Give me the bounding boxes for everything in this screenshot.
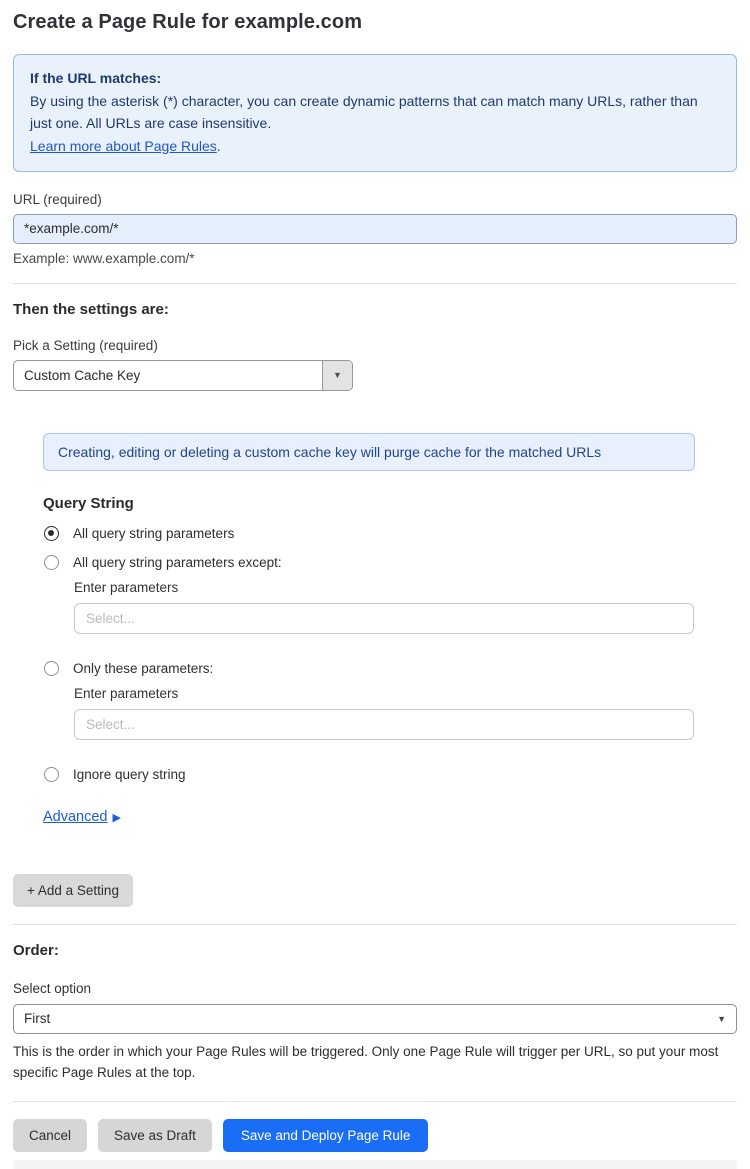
purge-cache-notice: Creating, editing or deleting a custom cache key will purge cache for the matched URLs (43, 433, 695, 471)
info-box-body: By using the asterisk (*) character, you can create dynamic patterns that can match many URLs, rather than just one. All URLs are case insensitive. (30, 92, 698, 132)
enter-parameters-label: Enter parameters (74, 685, 179, 701)
page-title: Create a Page Rule for example.com (13, 11, 363, 33)
enter-parameters-label: Enter parameters (74, 579, 179, 595)
divider (13, 924, 737, 925)
radio-label: Only these parameters: (73, 660, 214, 676)
divider (13, 283, 737, 284)
learn-more-link[interactable]: Learn more about Page Rules (30, 138, 217, 155)
chevron-down-icon: ▼ (717, 1013, 726, 1024)
link-period: . (216, 138, 221, 155)
url-example-text: Example: www.example.com/* (13, 250, 195, 266)
setting-dropdown[interactable] (13, 360, 353, 391)
advanced-link[interactable]: Advanced (43, 808, 108, 825)
save-deploy-button[interactable]: Save and Deploy Page Rule (223, 1119, 429, 1152)
only-parameters-input[interactable] (74, 709, 694, 740)
except-parameters-input[interactable] (74, 603, 694, 634)
except-params-group (74, 580, 737, 634)
order-help-text: This is the order in which your Page Rules will be triggered. Only one Page Rule will trigger per URL, so put your most specific Page Rules at the top. (13, 1043, 719, 1081)
advanced-row (43, 782, 737, 825)
info-box-link-row (30, 135, 720, 158)
query-string-section (43, 495, 737, 825)
save-draft-button[interactable]: Save as Draft (98, 1119, 212, 1152)
radio-button-icon[interactable] (44, 661, 59, 676)
order-select-label: Select option (13, 980, 92, 996)
pick-setting-label: Pick a Setting (required) (13, 337, 158, 353)
settings-heading: Then the settings are: (13, 300, 169, 318)
radio-button-icon[interactable] (44, 555, 59, 570)
order-dropdown-value: First (24, 1011, 51, 1027)
divider (13, 1101, 737, 1102)
caret-right-icon: ▶ (112, 811, 121, 824)
setting-dropdown-button[interactable] (322, 361, 352, 390)
chevron-down-icon: ▼ (333, 370, 342, 381)
radio-label: All query string parameters except: (73, 554, 282, 570)
radio-option-all-except[interactable] (43, 555, 737, 570)
query-string-heading: Query String (43, 494, 134, 512)
order-dropdown[interactable] (13, 1004, 737, 1034)
url-field-label: URL (required) (13, 191, 102, 207)
radio-button-icon[interactable] (44, 767, 59, 782)
radio-label: All query string parameters (73, 525, 235, 541)
radio-option-ignore-query[interactable] (43, 767, 737, 782)
info-box-heading: If the URL matches: (30, 70, 162, 86)
url-input[interactable] (13, 214, 737, 244)
footer-actions (13, 1119, 737, 1152)
add-setting-button[interactable]: + Add a Setting (13, 874, 133, 907)
radio-option-all-params[interactable] (43, 526, 737, 541)
radio-label: Ignore query string (73, 766, 186, 782)
order-heading: Order: (13, 941, 59, 959)
bottom-strip (13, 1160, 737, 1169)
url-match-info-box (13, 54, 737, 172)
only-params-group (74, 686, 737, 740)
radio-option-only-these[interactable] (43, 661, 737, 676)
radio-button-checked-icon[interactable] (44, 526, 59, 541)
cancel-button[interactable]: Cancel (13, 1119, 87, 1152)
setting-dropdown-value: Custom Cache Key (24, 367, 141, 383)
